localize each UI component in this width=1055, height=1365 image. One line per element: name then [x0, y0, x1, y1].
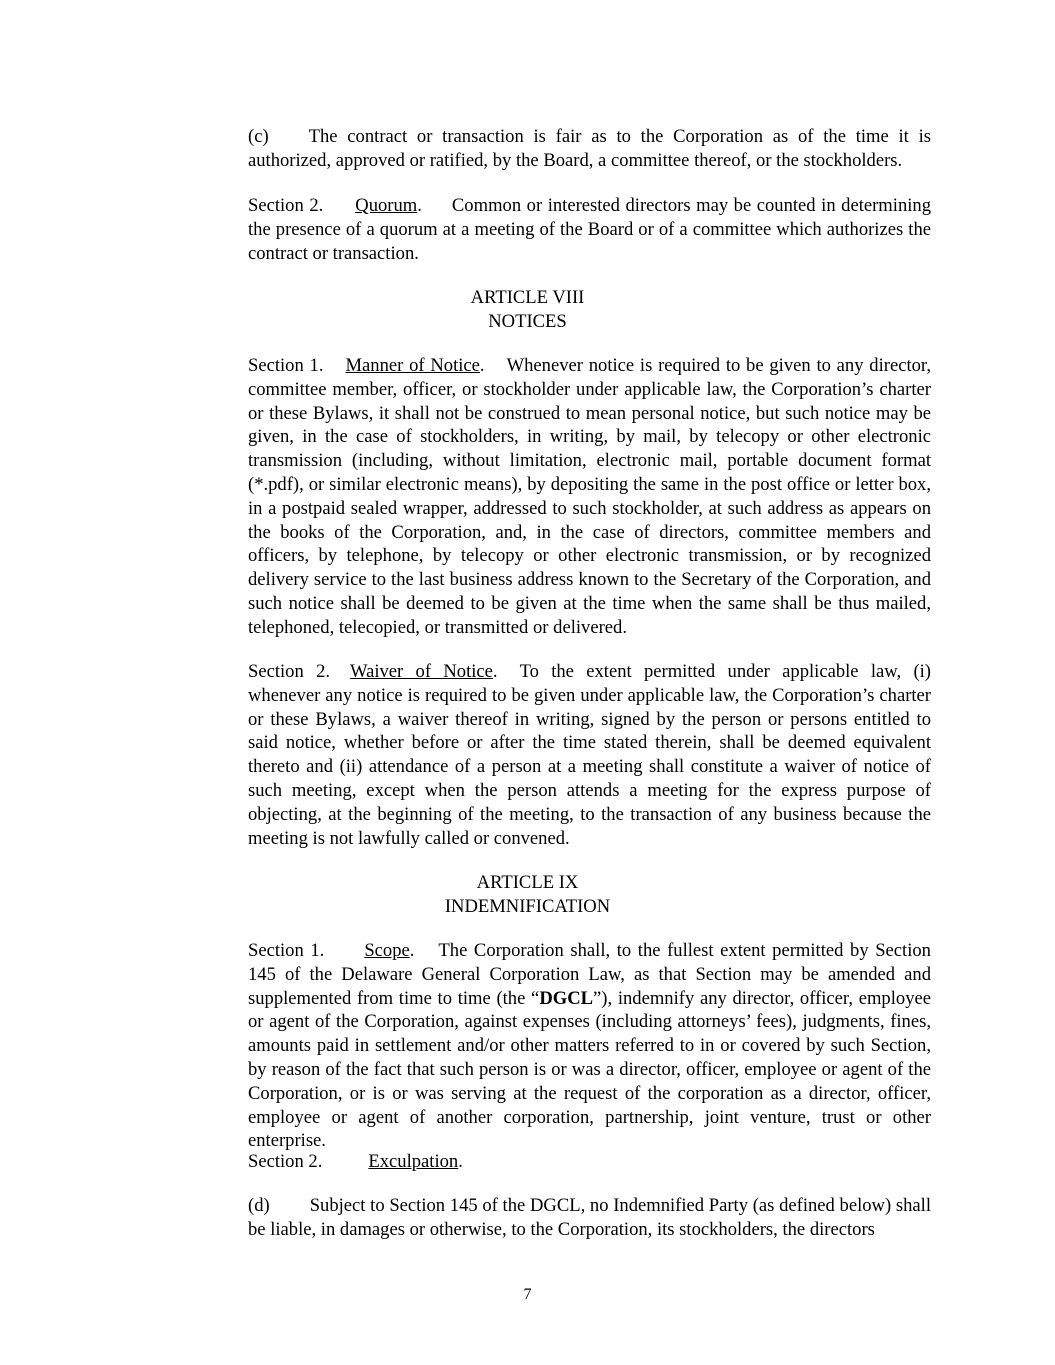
- section-label: Section 2.: [248, 661, 331, 682]
- article8-title: NOTICES: [488, 311, 567, 332]
- paragraph-c-label: (c): [248, 126, 269, 147]
- section-text-part2: ”), indemnify any director, officer, employee or agent of the Corporation, against expenses (including attorneys’ fees), judgments, fines, amounts paid in settlement and/or other matters referred to in or covered by such Section, by reason of the fact that such person is or was a director, officer, employee or agent of the Corporation, or is or was serving at the request of the corporation as a director, officer, employee or agent of another corporation, partnership, joint venture, trust or other enterprise.: [248, 987, 931, 1152]
- article9-section2-heading-line: Section 2. Exculpation.: [248, 1151, 463, 1172]
- section-text: Whenever notice is required to be given to any director, committee member, officer, or stockholder under applicable law, the Corporation’s charter or these Bylaws, it shall not be construed to mean personal notice, but such notice may be given, in the case of stockholders, in writing, by mail, by telecopy or other electronic transmission (including, without limitation, electronic mail, portable document format (*.pdf), or similar electronic means), by depositing the same in the post office or letter box, in a postpaid sealed wrapper, addressed to such stockholder, at such address as appears on the books of the Corporation, and, in the case of directors, committee members and officers, by telephone, by telecopy or other electronic transmission, or by recognized delivery service to the last business address known to the Secretary of the Corporation, and such notice shall be deemed to be given at the time when the same shall be thus mailed, telephoned, telecopied, or transmitted or delivered.: [248, 355, 932, 638]
- section-text: Common or interested directors may be counted in determining the presence of a quorum at a meeting of the Board or of a committee which authorizes the contract or transaction.: [248, 195, 931, 264]
- defined-term-dgcl: DGCL: [539, 987, 594, 1009]
- section-text: To the extent permitted under applicable law, (i) whenever any notice is required to be given under applicable law, the Corporation’s charter or these Bylaws, a waiver thereof in writing, signed by the person or persons entitled to said notice, whether before or after the time stated therein, shall be deemed equivalent thereto and (ii) attendance of a person at a meeting shall constitute a waiver of notice of such meeting, except when the person attends a meeting for the express purpose of objecting, at the beginning of the meeting, to the transaction of any business because the meeting is not lawfully called or convened.: [248, 661, 931, 849]
- article8-section1-paragraph: Section 1. Manner of Notice. Whenever notice is required to be given to any director, committee member, officer, or stockholder under applicable law, the Corporation’s charter or these Bylaws, it shall not be construed to mean personal notice, but such notice may be given, in the case of stockholders, in writing, by mail, by telecopy or other electronic transmission (including, without limitation, electronic mail, portable document format (*.pdf), or similar electronic means), by depositing the same in the post office or letter box, in a postpaid sealed wrapper, addressed to such stockholder, at such address as appears on the books of the Corporation, and, in the case of directors, committee members and officers, by telephone, by telecopy or other electronic transmission, or by recognized delivery service to the last business address known to the Secretary of the Corporation, and such notice shall be deemed to be given at the time when the same shall be thus mailed, telephoned, telecopied, or transmitted or delivered.: [248, 355, 932, 638]
- section-label: Section 2.: [248, 1151, 323, 1172]
- paragraph-d: [124, 1194, 931, 1242]
- section-label: Section 2.: [248, 195, 324, 216]
- paragraph-d-text: Subject to Section 145 of the DGCL, no Indemnified Party (as defined below) shall be liable, in damages or otherwise, to the Corporation, its stockholders, the directors: [248, 1195, 931, 1240]
- article8-section2-paragraph: Section 2. Waiver of Notice. To the extent permitted under applicable law, (i) whenever any notice is required to be given under applicable law, the Corporation’s charter or these Bylaws, a waiver thereof in writing, signed by the person or persons entitled to said notice, whether before or after the time stated therein, shall be deemed equivalent thereto and (ii) attendance of a person at a meeting shall constitute a waiver of notice of such meeting, except when the person attends a meeting for the express purpose of objecting, at the beginning of the meeting, to the transaction of any business because the meeting is not lawfully called or convened.: [248, 661, 931, 849]
- article9-number: ARTICLE IX: [476, 872, 579, 893]
- section-heading-scope: Scope: [364, 940, 410, 961]
- section-heading-exculpation: Exculpation: [368, 1151, 459, 1172]
- article8-number: ARTICLE VIII: [470, 287, 585, 308]
- page-number: 7: [523, 1286, 532, 1303]
- section-heading-waiver-of-notice: Waiver of Notice: [350, 661, 493, 682]
- section-heading-manner-of-notice: Manner of Notice: [345, 355, 480, 376]
- paragraph-d-label: (d): [248, 1195, 270, 1216]
- section-label: Section 1.: [248, 355, 324, 376]
- section-text-part1: The Corporation shall, to the fullest extent permitted by Section 145 of the Delaware General Corporation Law, as that Section may be amended and supplemented from time to time (the “: [248, 940, 931, 1009]
- article9-title: INDEMNIFICATION: [444, 896, 611, 917]
- section-label: Section 1.: [248, 940, 325, 961]
- paragraph-c-text: The contract or transaction is fair as to the Corporation as of the time it is authorized, approved or ratified, by the Board, a committee thereof, or the stockholders.: [248, 126, 931, 171]
- section-heading-quorum: Quorum: [355, 195, 418, 216]
- article7-section2-paragraph: Section 2. Quorum. Common or interested directors may be counted in determining the presence of a quorum at a meeting of the Board or of a committee which authorizes the contract or transaction.: [248, 195, 931, 264]
- paragraph-c: [124, 125, 931, 173]
- article9-section1-paragraph: Section 1. Scope. The Corporation shall, to the fullest extent permitted by Section 145 of the Delaware General Corporation Law, as that Section may be amended and supplemented from time to time (the “DGCL”), indemnify any director, officer, employee or agent of the Corporation, against expenses (including attorneys’ fees), judgments, fines, amounts paid in settlement and/or other matters referred to in or covered by such Section, by reason of the fact that such person is or was a director, officer, employee or agent of the Corporation, or is or was serving at the request of the corporation as a director, officer, employee or agent of another corporation, partnership, joint venture, trust or other enterprise.: [248, 940, 931, 1152]
